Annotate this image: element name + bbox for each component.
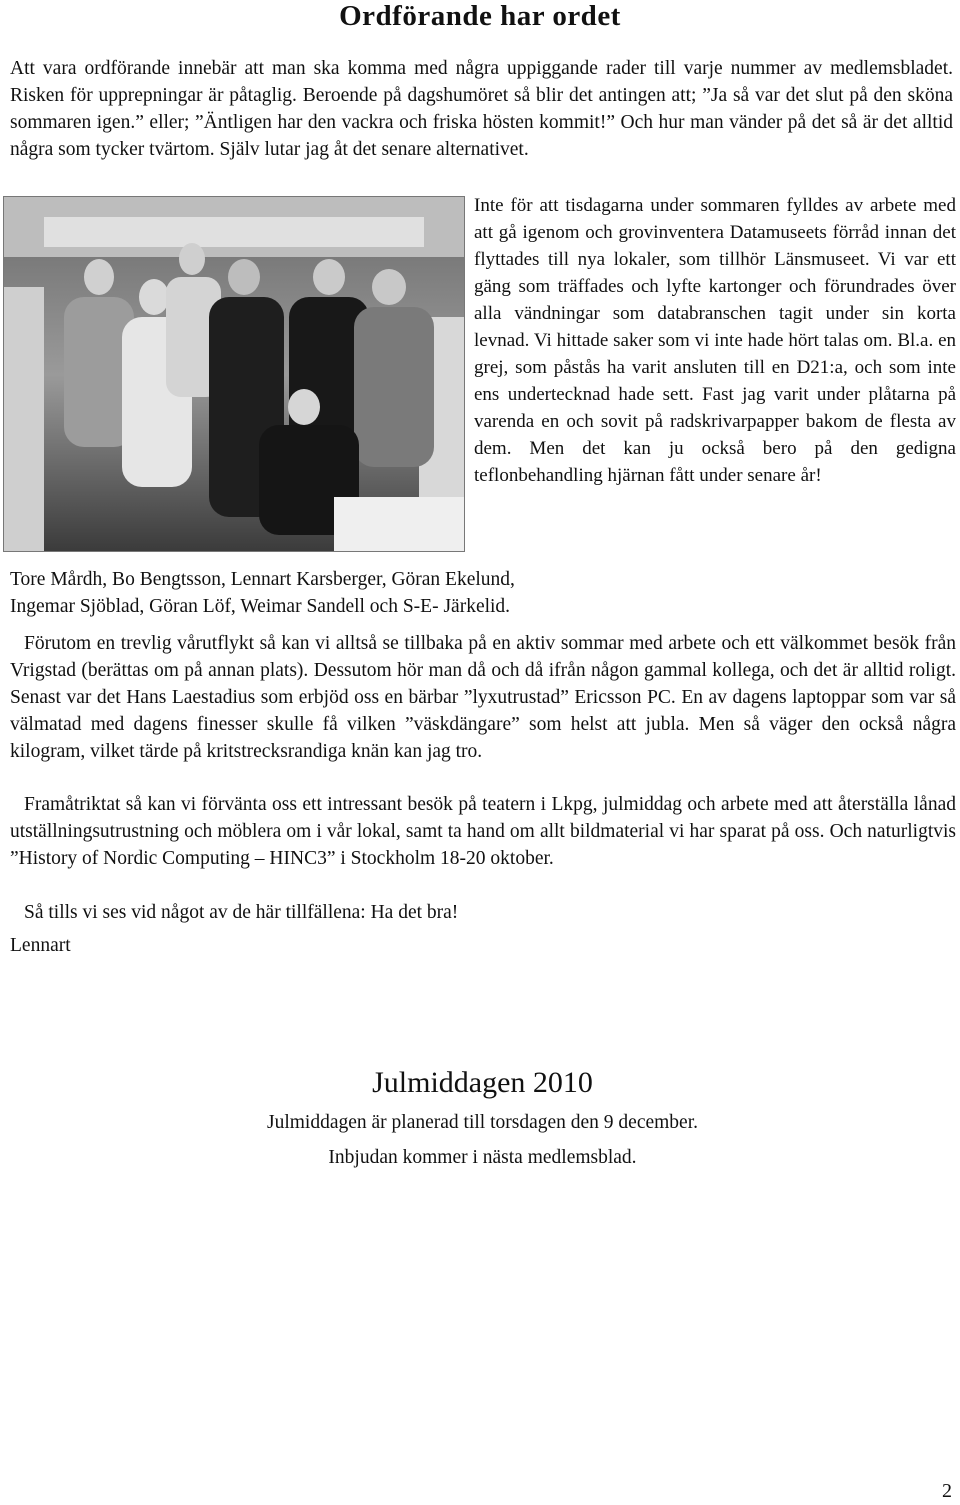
article-title: Ordförande har ordet xyxy=(339,0,621,32)
caption-line: Tore Mårdh, Bo Bengtsson, Lennart Karsberger, Göran Ekelund, xyxy=(10,569,515,590)
group-photo xyxy=(3,196,465,552)
jul-line: Inbjudan kommer i nästa medlemsblad. xyxy=(328,1147,637,1168)
body-paragraph: Förutom en trevlig vårutflykt så kan vi alltså se tillbaka på en aktiv sommar med arbete och ett välkommet besök från Vrigstad (berättas om på annan plats). Dessutom hör man då och då ifrån någon gammal kollega, och det är alltid roligt. Senast var det Hans Laestadius som erbjöd oss en bärbar ”lyxutrustad” Ericsson PC. En av dagens laptoppar som var så välmatad med dagens finesser skulle få vilken ”väskdängare” som helst att jubla. Men så väger den också några kilogram, vilket tärde på kritstrecksrandiga knän kan jag tro. xyxy=(10,633,956,762)
body-paragraph: Framåtriktat så kan vi förvänta oss ett intressant besök på teatern i Lkpg, julmiddag och arbete med att återställa lånad utställningsutrustning och möblera om i vår lokal, samt ta hand om allt bildmaterial vi har sparat på oss. Och naturligtvis ”History of Nordic Computing – HINC3” i Stockholm 18-20 oktober. xyxy=(10,794,956,869)
caption-line: Ingemar Sjöblad, Göran Löf, Weimar Sandell och S-E- Järkelid. xyxy=(10,596,511,617)
section-title: Julmiddagen 2010 xyxy=(372,1066,593,1099)
body-paragraph: Så tills vi ses vid något av de här tillfällena: Ha det bra! xyxy=(24,902,459,923)
side-paragraph: Inte för att tisdagarna under sommaren fylldes av arbete med att gå igenom och grovinventera Datamuseets förråd innan det flyttades till nya lokaler, som tillhör Länsmuseet. Vi var ett gäng som träffades och lyfte kartonger och förundrades över alla vändningar som databranschen tagit under sin korta levnad. Vi hittade saker som vi inte hade hört talas om. Bl.a. en grej, som påstås ha varit ansluten till en D21:a, och som inte ens undertecknad hade sett. Fast jag varit under plåtarna på varenda en och sovit på radskrivarpapper bakom de flesta av dem. Men det kan ju också bero på den gedigna teflonbehandling hjärnan fått under senare år! xyxy=(474,195,956,486)
signature: Lennart xyxy=(10,935,71,956)
intro-paragraph: Att vara ordförande innebär att man ska komma med några uppiggande rader till varje nummer av medlemsbladet. Risken för upprepningar är påtaglig. Beroende på dagshumöret så blir det antingen att; ”Ja så var det slut på den sköna sommaren igen.” eller; ”Äntligen har den vackra och friska hösten kommit!” Och hur man vänder på det så är det alltid några som tycker tvärtom. Själv lutar jag åt det senare alternativet. xyxy=(10,58,953,160)
page-number: 2 xyxy=(942,1480,952,1502)
jul-line: Julmiddagen är planerad till torsdagen den 9 december. xyxy=(266,1112,699,1133)
photo-caption xyxy=(10,566,710,620)
